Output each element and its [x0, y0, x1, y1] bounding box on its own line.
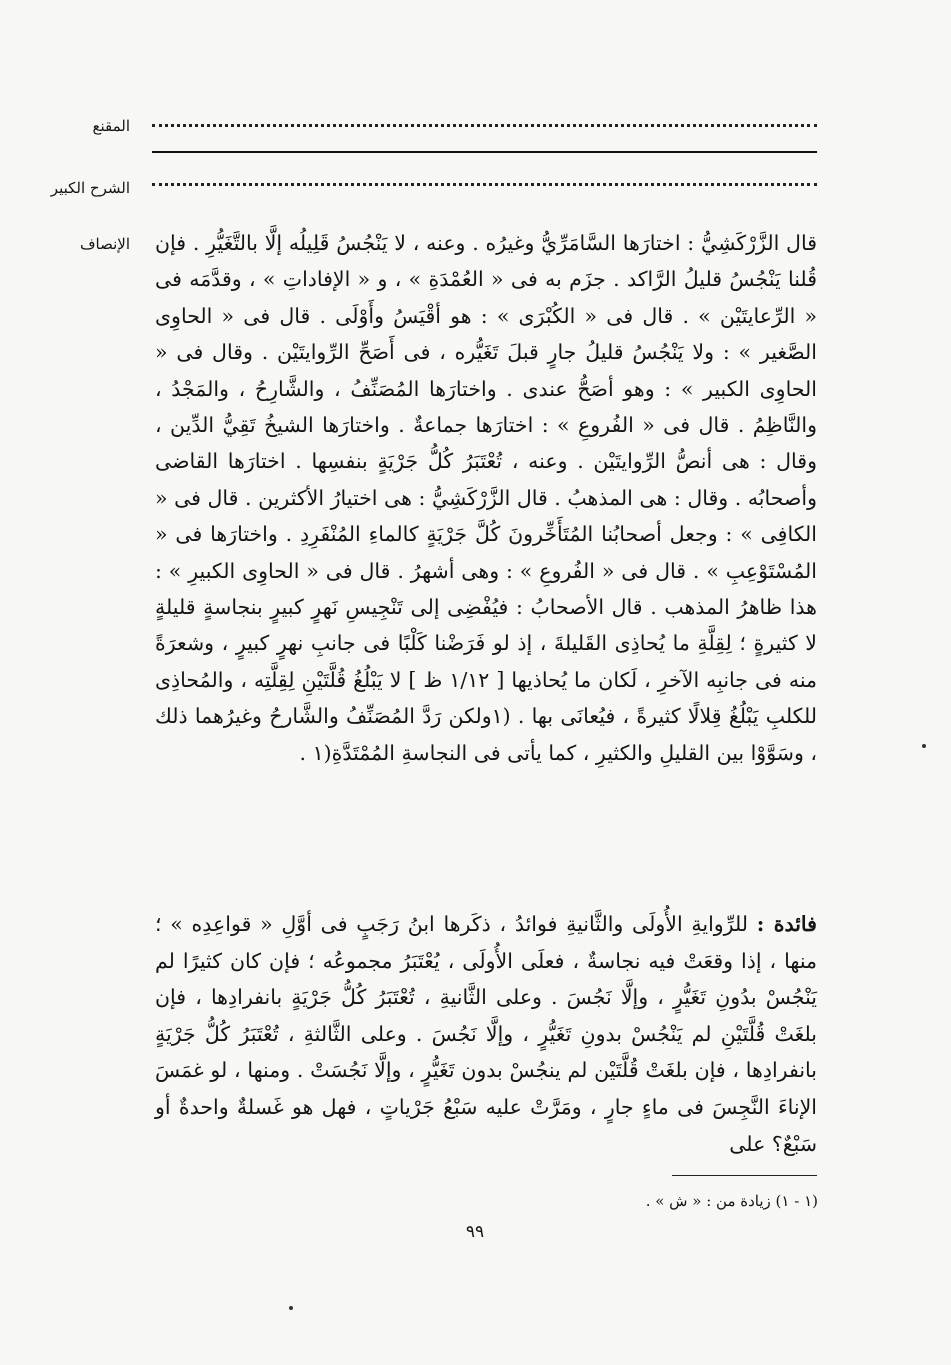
footnote-rule	[672, 1175, 817, 1176]
scan-speck	[922, 744, 926, 748]
margin-label-muqni: المقنع	[92, 117, 130, 135]
footnote: (١ - ١) زيادة من : « ش » .	[645, 1192, 818, 1210]
margin-label-insaf: الإنصاف	[79, 235, 130, 253]
dotted-line-sharh	[152, 183, 817, 186]
main-paragraph: قال الزَّرْكَشِيُّ : اختارَها السَّامَرِّيُّ وغيرُه . وعنه ، لا يَنْجُسُ قَلِيلُه إلَّا بالتَّغَيُّرِ . فإن قُلنا يَنْجُسُ قليلُ الرَّاكد . جزَم به فى « العُمْدَةِ » ، و « الإفاداتِ » ، وقدَّمَه فى « الرِّعايتَيْن » . قال فى « الكُبْرَى » : هو أقْيَسُ وأَوْلَى . قال فى « الحاوِى الصَّغير » : ولا يَنْجُسُ قليلُ جارٍ قبلَ تَغَيُّره ، فى أَصَحِّ الرِّوايتَيْن . وقال فى « الحاوِى الكبير » : وهو أصَحُّ عندى . واختارَها المُصَنِّفُ ، والشَّارِحُ ، والمَجْدُ ، والنَّاظِمُ . قال فى « الفُروعِ » : اختارَها جماعةٌ . واختارَها الشيخُ تَقِيُّ الدِّين ، وقال : هى أنصُّ الرِّوايتَيْن . وعنه ، تُعْتَبَرُ كُلُّ جَرْيَةٍ بنفسِها . اختارَها القاضى وأصحابُه . وقال : هى المذهبُ . قال الزَّرْكَشِيُّ : هى اختيارُ الأكثرين . قال فى « الكافِى » : وجعل أصحابُنا المُتَأَخِّرونَ كُلَّ جَرْيَةٍ كالماءِ المُنْفَرِدِ . واختارَها فى « المُسْتَوْعِبِ » . قال فى « الفُروعِ » : وهى أشهرُ . قال فى « الحاوِى الكبيرِ » : هذا ظاهرُ المذهب . قال الأصحابُ : فيُفْضِى إلى تَنْجِيسِ نَهرٍ كبيرٍ بنجاسةٍ قليلةٍ لا كثيرةٍ ؛ لِقِلَّةِ ما يُحاذِى القَليلةَ ، إذ لو فَرَضْنا كَلْبًا فى جانبِ نهرٍ كبيرٍ ، وشعرَةً منه فى جانبِه الآخرِ ، لَكان ما يُحاذيها [ ١/١٢ ظ ] لا يَبْلُغُ قُلَّتَيْنِ لِقِلَّتِه ، والمُحاذِى للكلبِ يَبْلُغُ قِلالًا كثيرةً ، فيُعانَى بها . (١ولكن رَدَّ المُصَنِّفُ والشَّارحُ وغيرُهما ذلك ، وسَوَّوْا بين القليلِ والكثيرِ ، كما يأتى فى النجاسةِ المُمْتَدَّةِ(١ .	[155, 231, 817, 765]
page-number: ٩٩	[465, 1222, 485, 1242]
faida-label: فائدة :	[756, 912, 817, 936]
faida-section	[155, 906, 817, 1162]
faida-paragraph	[155, 906, 817, 1162]
faida-text: للرِّوايةِ الأُولَى والثَّانيةِ فوائدُ ، ذكَرها ابنُ رَجَبٍ فى أوَّلِ « قواعِدِه » ؛ منها ، إذا وقعَتْ فيه نجاسةٌ ، فعلَى الأُولَى ، يُعْتَبَرُ مجموعُه ؛ فإن كان كثيرًا لم يَنْجُسْ بدُونِ تَغَيُّرٍ ، وإلَّا نَجُسَ . وعلى الثَّانيةِ ، تُعْتَبَرُ كُلُّ جَرْيَةٍ بانفرادِها ، فإن بلغَتْ قُلَّتَيْنِ لم يَنْجُسْ بدونِ تَغَيُّرٍ ، وإلَّا نَجُسَ . وعلى الثَّالثةِ ، تُعْتَبَرُ كُلُّ جَرْيَةٍ بانفرادِها ، فإن بلغَتْ قُلَّتَيْن لم ينجُسْ بدون تَغَيُّرٍ ، وإلَّا نَجُسَتْ . ومنها ، لو غمَسَ الإناءَ النَّجِسَ فى ماءٍ جارٍ ، ومَرَّتْ عليه سَبْعُ جَرْياتٍ ، فهل هو غَسلةٌ واحدةٌ أو سَبْعٌ؟ على	[155, 912, 817, 1156]
main-text	[155, 225, 817, 771]
margin-label-sharh: الشرح الكبير	[50, 179, 130, 197]
dotted-line-muqni	[152, 124, 817, 127]
section-rule	[152, 151, 817, 153]
scan-speck	[289, 1306, 293, 1310]
